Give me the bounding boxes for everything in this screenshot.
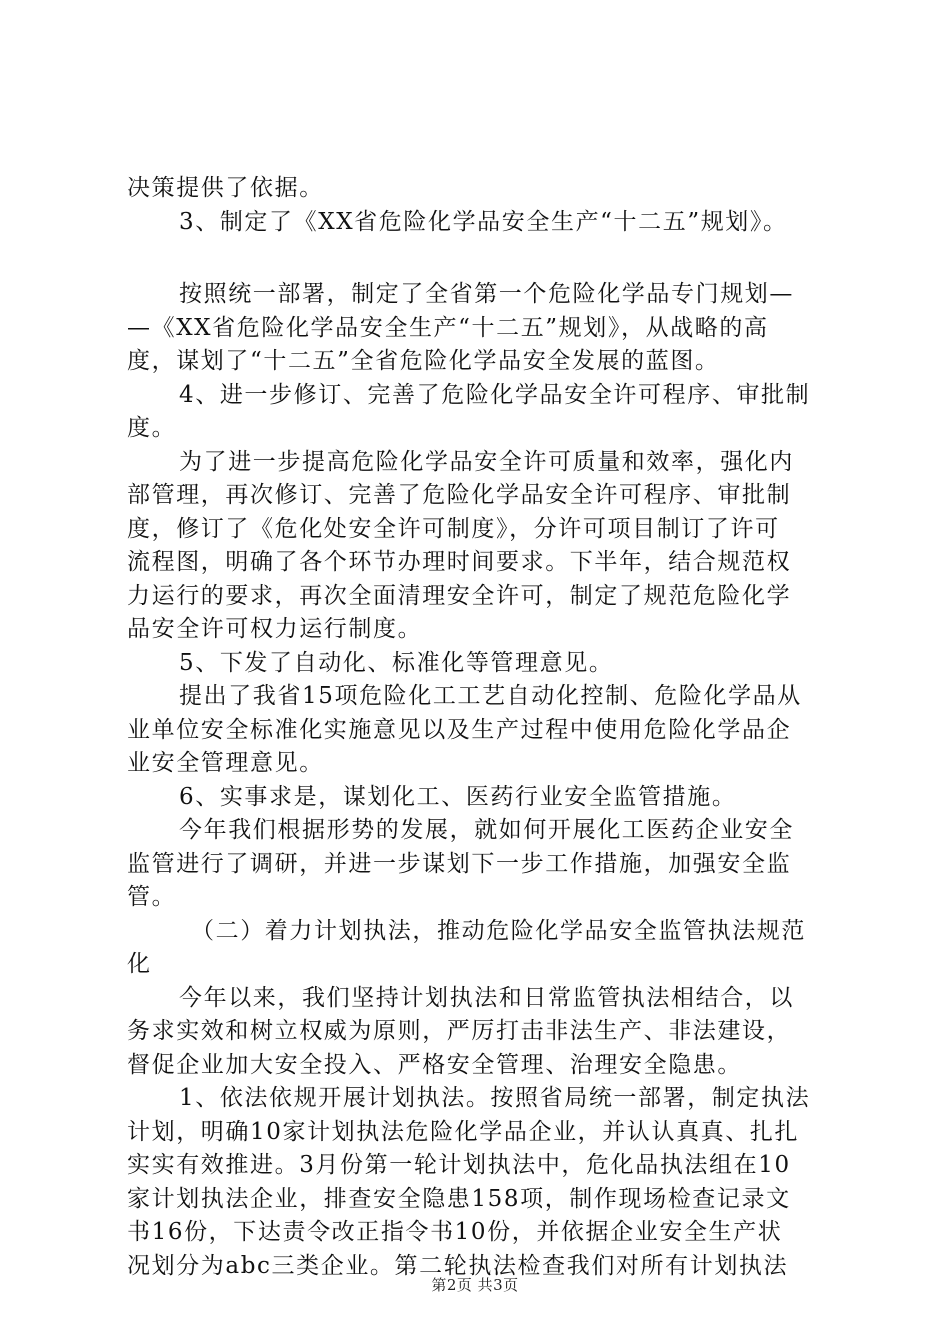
text-line: 为了进一步提高危险化学品安全许可质量和效率，强化内 <box>179 448 794 475</box>
text-line: 1、依法依规开展计划执法。按照省局统一部署，制定执法 <box>179 1085 811 1111</box>
text-line: （二）着力计划执法，推动危险化学品安全监管执法规范 <box>191 917 806 944</box>
page-footer: 第2页 共3页 <box>431 1276 519 1294</box>
text-line: 提出了我省15项危险化工工艺自动化控制、危险化学品从 <box>179 683 802 709</box>
text-line: 计划，明确10家计划执法危险化学品企业，并认认真真、扎扎 <box>127 1118 800 1145</box>
text-line: 决策提供了依据。 <box>127 175 324 201</box>
text-line: 度，谋划了“十二五”全省危险化学品安全发展的蓝图。 <box>127 348 720 374</box>
text-line: 务求实效和树立权威为原则，严厉打击非法生产、非法建设， <box>127 1018 792 1044</box>
text-line: 管。 <box>127 884 177 910</box>
text-line: 3、制定了《XX省危险化学品安全生产“十二五”规划》。 <box>179 208 788 235</box>
text-line: 督促企业加大安全投入、严格安全管理、治理安全隐患。 <box>127 1051 742 1078</box>
text-line: 部管理，再次修订、完善了危险化学品安全许可程序、审批制 <box>127 482 792 508</box>
text-line: 5、下发了自动化、标准化等管理意见。 <box>179 649 614 676</box>
document-body <box>127 172 835 1283</box>
text-line: 度。 <box>127 415 177 441</box>
text-line: 实实有效推进。3月份第一轮计划执法中，危化品执法组在10 <box>127 1152 791 1178</box>
text-line: 业单位安全标准化实施意见以及生产过程中使用危险化学品企 <box>127 716 792 743</box>
text-line: 监管进行了调研，并进一步谋划下一步工作措施，加强安全监 <box>127 850 792 877</box>
paragraph-gap <box>127 239 835 278</box>
text-line: 家计划执法企业，排查安全隐患158项，制作现场检查记录文 <box>127 1185 791 1212</box>
text-line: 按照统一部署，制定了全省第一个危险化学品专门规划— <box>179 281 794 307</box>
text-line: 流程图，明确了各个环节办理时间要求。下半年，结合规范权 <box>127 549 792 575</box>
text-line: 今年我们根据形势的发展，就如何开展化工医药企业安全 <box>179 817 794 843</box>
text-line: 6、实事求是，谋划化工、医药行业安全监管措施。 <box>179 783 737 810</box>
text-line: —《XX省危险化学品安全生产“十二五”规划》，从战略的高 <box>127 314 769 341</box>
text-line: 书16份，下达责令改正指令书10份，并依据企业安全生产状 <box>127 1219 783 1245</box>
text-line: 况划分为abc三类企业。第二轮执法检查我们对所有计划执法 <box>127 1252 789 1279</box>
text-line: 度，修订了《危化处安全许可制度》，分许可项目制订了许可 <box>127 515 780 542</box>
text-line: 4、进一步修订、完善了危险化学品安全许可程序、审批制 <box>179 381 811 408</box>
text-line: 品安全许可权力运行制度。 <box>127 616 423 642</box>
text-line: 化 <box>127 951 152 977</box>
text-line: 今年以来，我们坚持计划执法和日常监管执法相结合，以 <box>179 984 794 1011</box>
text-line: 力运行的要求，再次全面清理安全许可，制定了规范危险化学 <box>127 582 792 609</box>
text-line: 业安全管理意见。 <box>127 750 324 776</box>
